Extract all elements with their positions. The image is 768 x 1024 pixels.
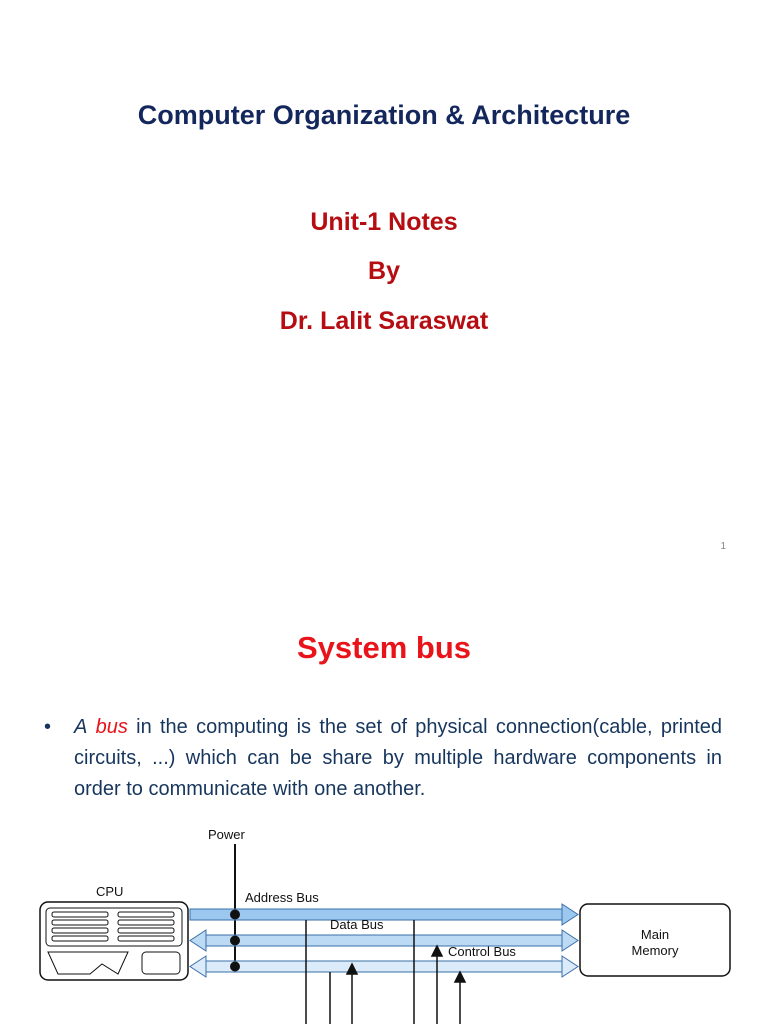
bullet-icon: • [44, 716, 52, 738]
system-bus-slide [0, 572, 768, 1024]
author-name: Dr. Lalit Saraswat [279, 307, 489, 335]
unit-notes-label: Unit-1 Notes [310, 208, 458, 236]
power-junction-data [230, 936, 240, 946]
cpu-label: CPU [96, 884, 124, 899]
slide-heading: System bus [296, 630, 471, 665]
address-bus-label: Address Bus [245, 890, 319, 905]
data-bus [190, 930, 578, 951]
bullet-text [74, 712, 722, 805]
data-bus-label: Data Bus [330, 917, 384, 932]
power-label: Power [208, 827, 245, 842]
bullet-keyword: bus [95, 716, 128, 738]
control-bus-label: Control Bus [448, 944, 516, 959]
bullet-body: in the computing is the set of physical connection(cable, printed circuits, ...) which can be share by multiple hardware components in order to communicate with one another. [74, 716, 723, 800]
memory-label-line1: Main [640, 927, 670, 942]
power-junction-control [230, 962, 240, 972]
page-number: 1 [720, 541, 726, 552]
system-bus-diagram [0, 822, 768, 1024]
by-label: By [368, 257, 400, 285]
address-bus [190, 904, 578, 925]
power-junction-address [230, 910, 240, 920]
control-bus [190, 956, 578, 977]
cpu-block [40, 902, 188, 980]
memory-label-line2: Memory [631, 943, 679, 958]
main-memory-block [580, 904, 730, 976]
bullet-prefix: A [74, 716, 88, 738]
slide-title: Computer Organization & Architecture [137, 100, 631, 130]
